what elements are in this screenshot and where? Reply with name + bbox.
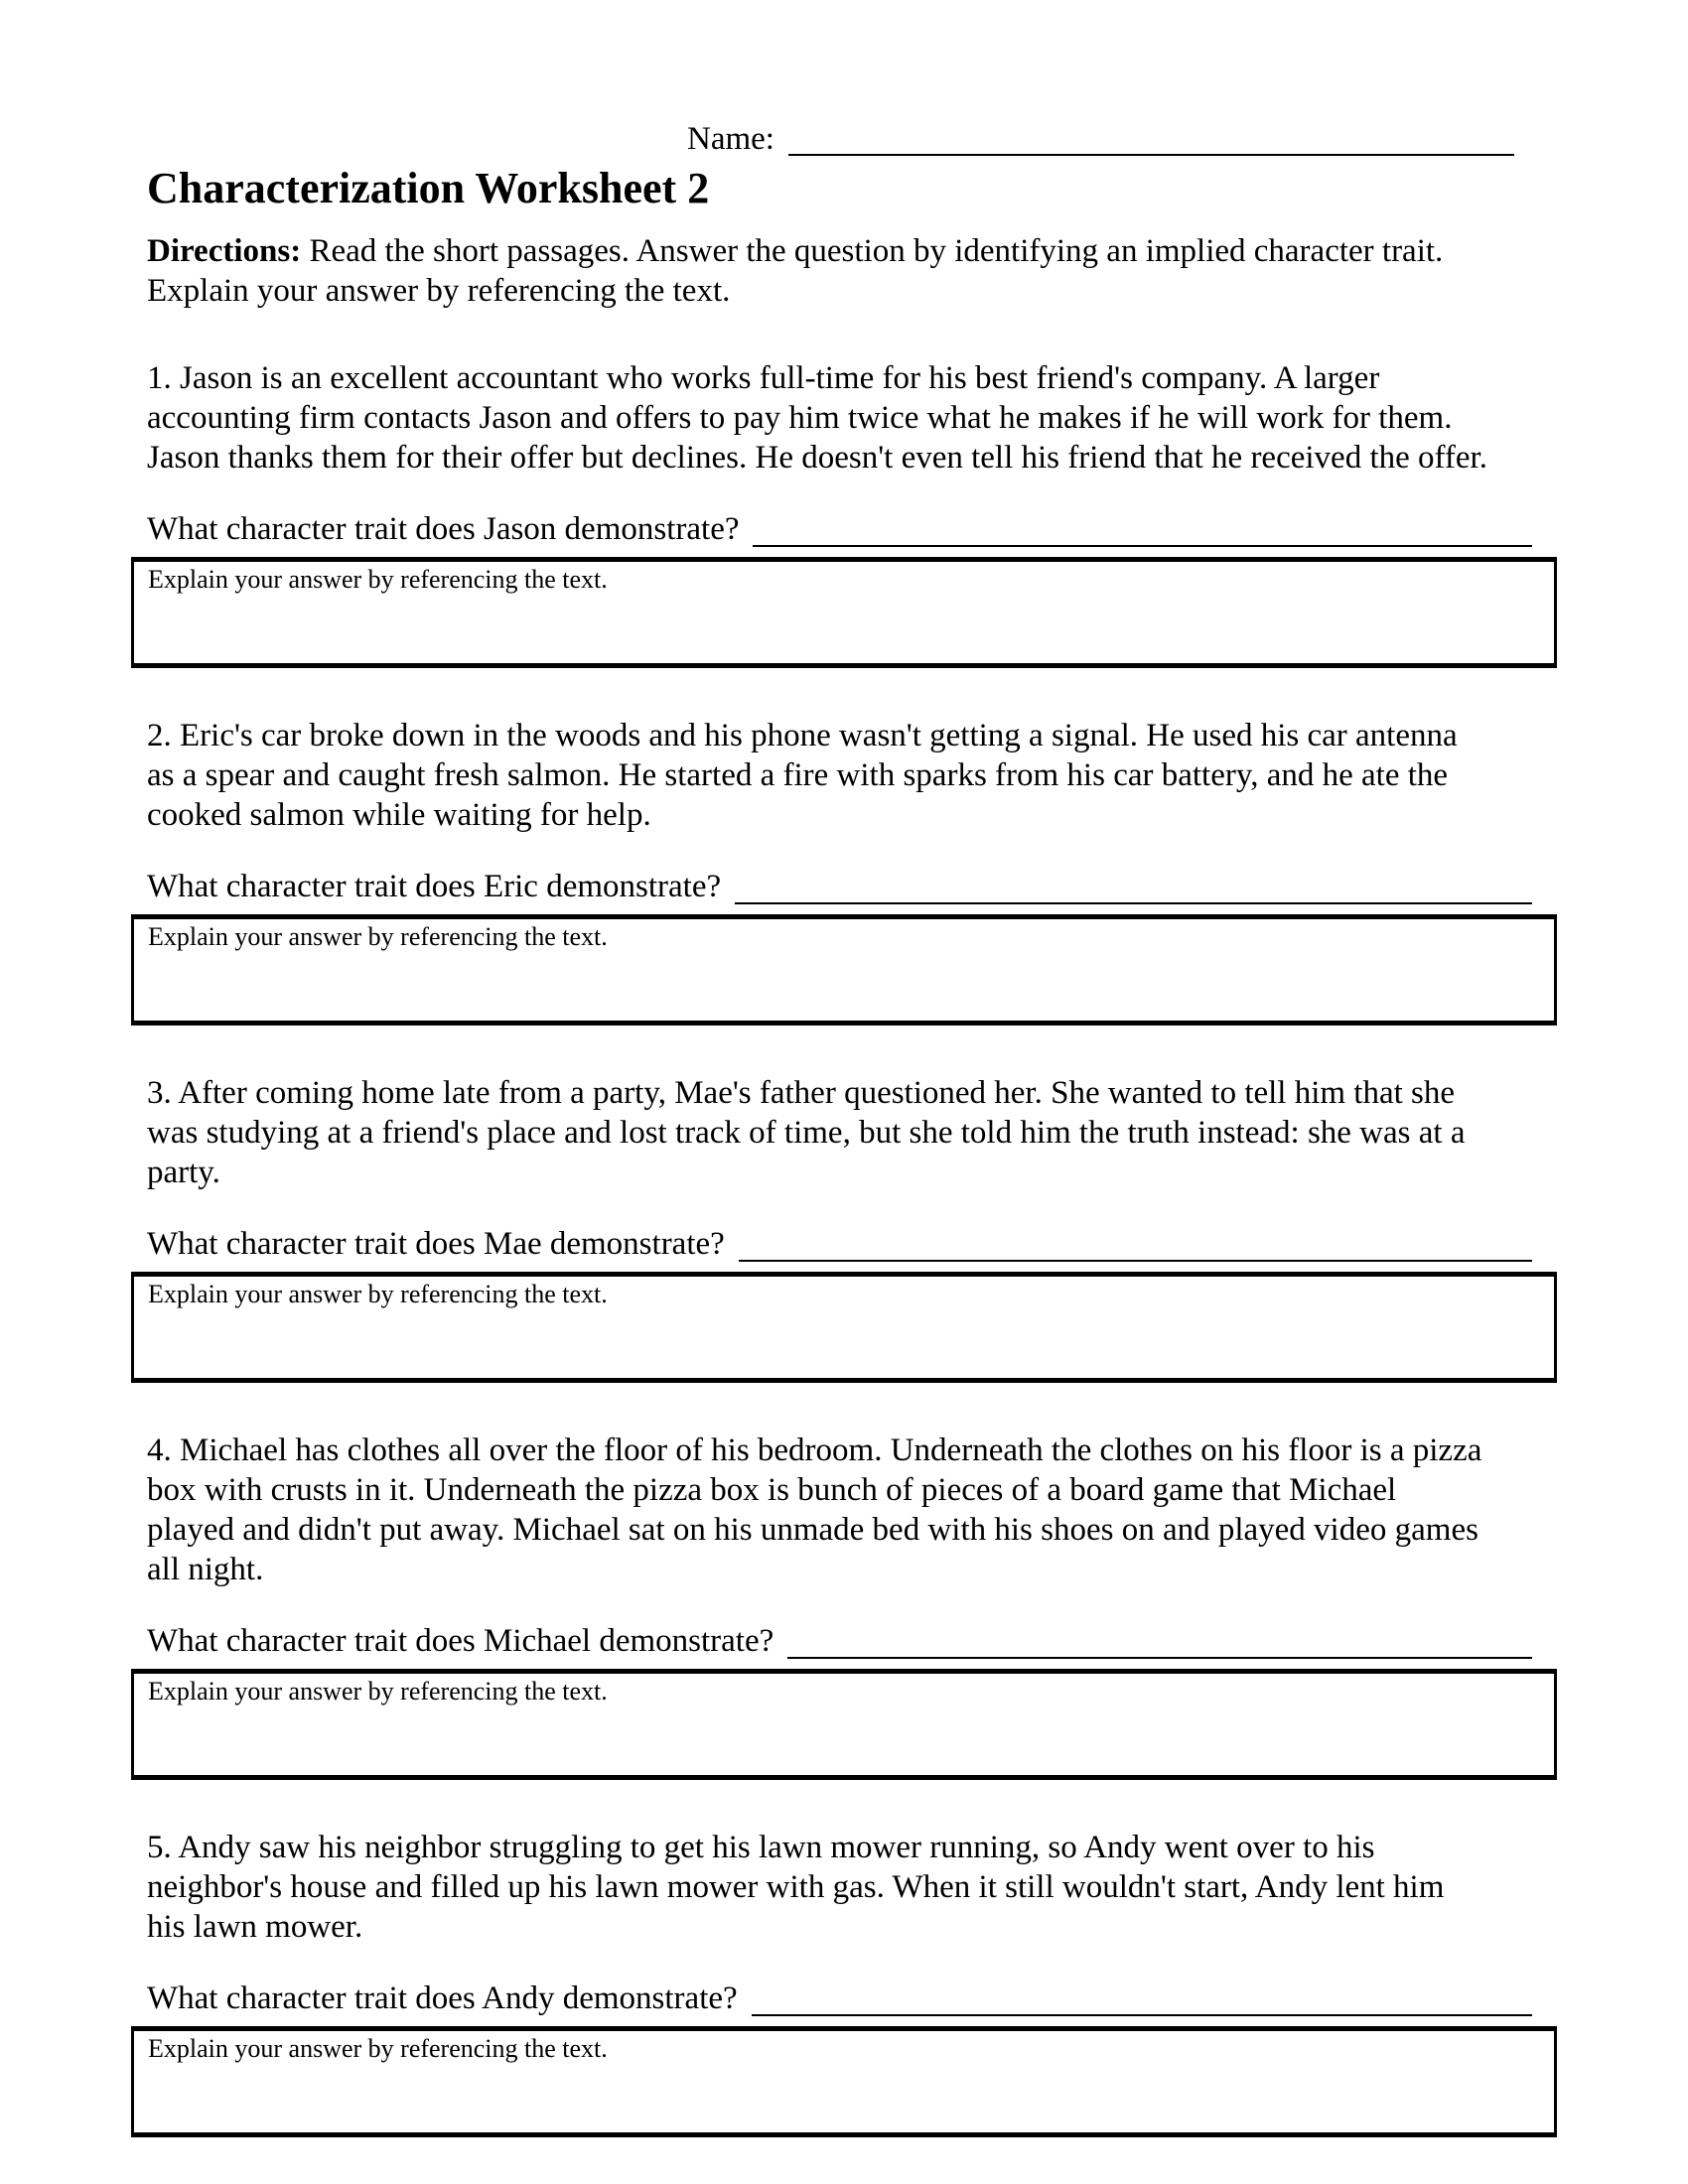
answer-box-label: Explain your answer by referencing the text. [148, 921, 608, 951]
question-row [147, 1621, 1557, 1661]
answer-box[interactable] [131, 1272, 1557, 1383]
name-row [687, 119, 1514, 159]
answer-box-label: Explain your answer by referencing the text. [148, 564, 608, 594]
passage-text: Jason is an excellent accountant who works full-time for his best friend's company. A larger accounting firm contacts Jason and offers to pay him twice what he makes if he will work for them. Jason thanks them for their offer but declines. He doesn't even tell his friend that he received the offer. [147, 359, 1487, 476]
answer-box[interactable] [131, 557, 1557, 668]
question-row [147, 1979, 1557, 2018]
item-number: 3. [147, 1074, 172, 1111]
question-row [147, 509, 1557, 549]
worksheet-item [131, 1828, 1557, 2137]
directions-label: Directions: [147, 232, 302, 269]
item-number: 5. [147, 1829, 172, 1865]
item-number: 1. [147, 359, 172, 396]
passage-text: After coming home late from a party, Mae's father questioned her. She wanted to tell him that she was studying at a friend's place and lost track of time, but she told him the truth instead: she was at a party. [147, 1074, 1466, 1190]
answer-blank-line[interactable] [752, 1979, 1532, 2016]
passage-text: Michael has clothes all over the floor of his bedroom. Underneath the clothes on his floor is a pizza box with crusts in it. Underneath the pizza box is bunch of pieces of a board game that Michael played and didn't put away. Michael sat on his unmade bed with his shoes on and played video games all night. [147, 1432, 1482, 1587]
directions [147, 231, 1489, 311]
question-row [147, 1224, 1557, 1264]
question-text: What character trait does Jason demonstrate? [147, 510, 740, 547]
directions-text: Read the short passages. Answer the question by identifying an implied character trait. Explain your answer by referencing the text. [147, 232, 1444, 309]
page-title: Characterization Worksheet 2 [147, 164, 710, 212]
item-number: 4. [147, 1432, 172, 1468]
passage-text: Eric's car broke down in the woods and his phone wasn't getting a signal. He used his car antenna as a spear and caught fresh salmon. He started a fire with sparks from his car battery, and he ate the cooked salmon while waiting for help. [147, 717, 1458, 833]
question-text: What character trait does Michael demonstrate? [147, 1622, 774, 1659]
answer-blank-line[interactable] [735, 867, 1532, 904]
item-number: 2. [147, 717, 172, 753]
answer-blank-line[interactable] [753, 509, 1532, 547]
question-row [147, 867, 1557, 906]
answer-box[interactable] [131, 1669, 1557, 1780]
passage [147, 1431, 1489, 1589]
worksheet-item [131, 1073, 1557, 1383]
passage-text: Andy saw his neighbor struggling to get his lawn mower running, so Andy went over to his neighbor's house and filled up his lawn mower with gas. When it still wouldn't start, Andy lent him his lawn mower. [147, 1829, 1445, 1945]
items-list [131, 358, 1557, 2137]
passage [147, 716, 1489, 835]
answer-box[interactable] [131, 2026, 1557, 2137]
answer-box-label: Explain your answer by referencing the text. [148, 2033, 608, 2063]
question-text: What character trait does Mae demonstrate? [147, 1225, 725, 1262]
answer-blank-line[interactable] [739, 1224, 1532, 1262]
worksheet-item [131, 1431, 1557, 1780]
answer-box-label: Explain your answer by referencing the text. [148, 1279, 608, 1308]
answer-blank-line[interactable] [787, 1621, 1532, 1659]
worksheet-item [131, 358, 1557, 668]
passage [147, 1073, 1489, 1192]
answer-box-label: Explain your answer by referencing the text. [148, 1676, 608, 1706]
name-label: Name: [687, 121, 774, 157]
passage [147, 358, 1489, 478]
name-blank-line[interactable] [788, 119, 1514, 156]
worksheet-item [131, 716, 1557, 1025]
answer-box[interactable] [131, 914, 1557, 1025]
question-text: What character trait does Andy demonstrate? [147, 1979, 738, 2016]
passage [147, 1828, 1489, 1947]
question-text: What character trait does Eric demonstrate? [147, 868, 722, 904]
